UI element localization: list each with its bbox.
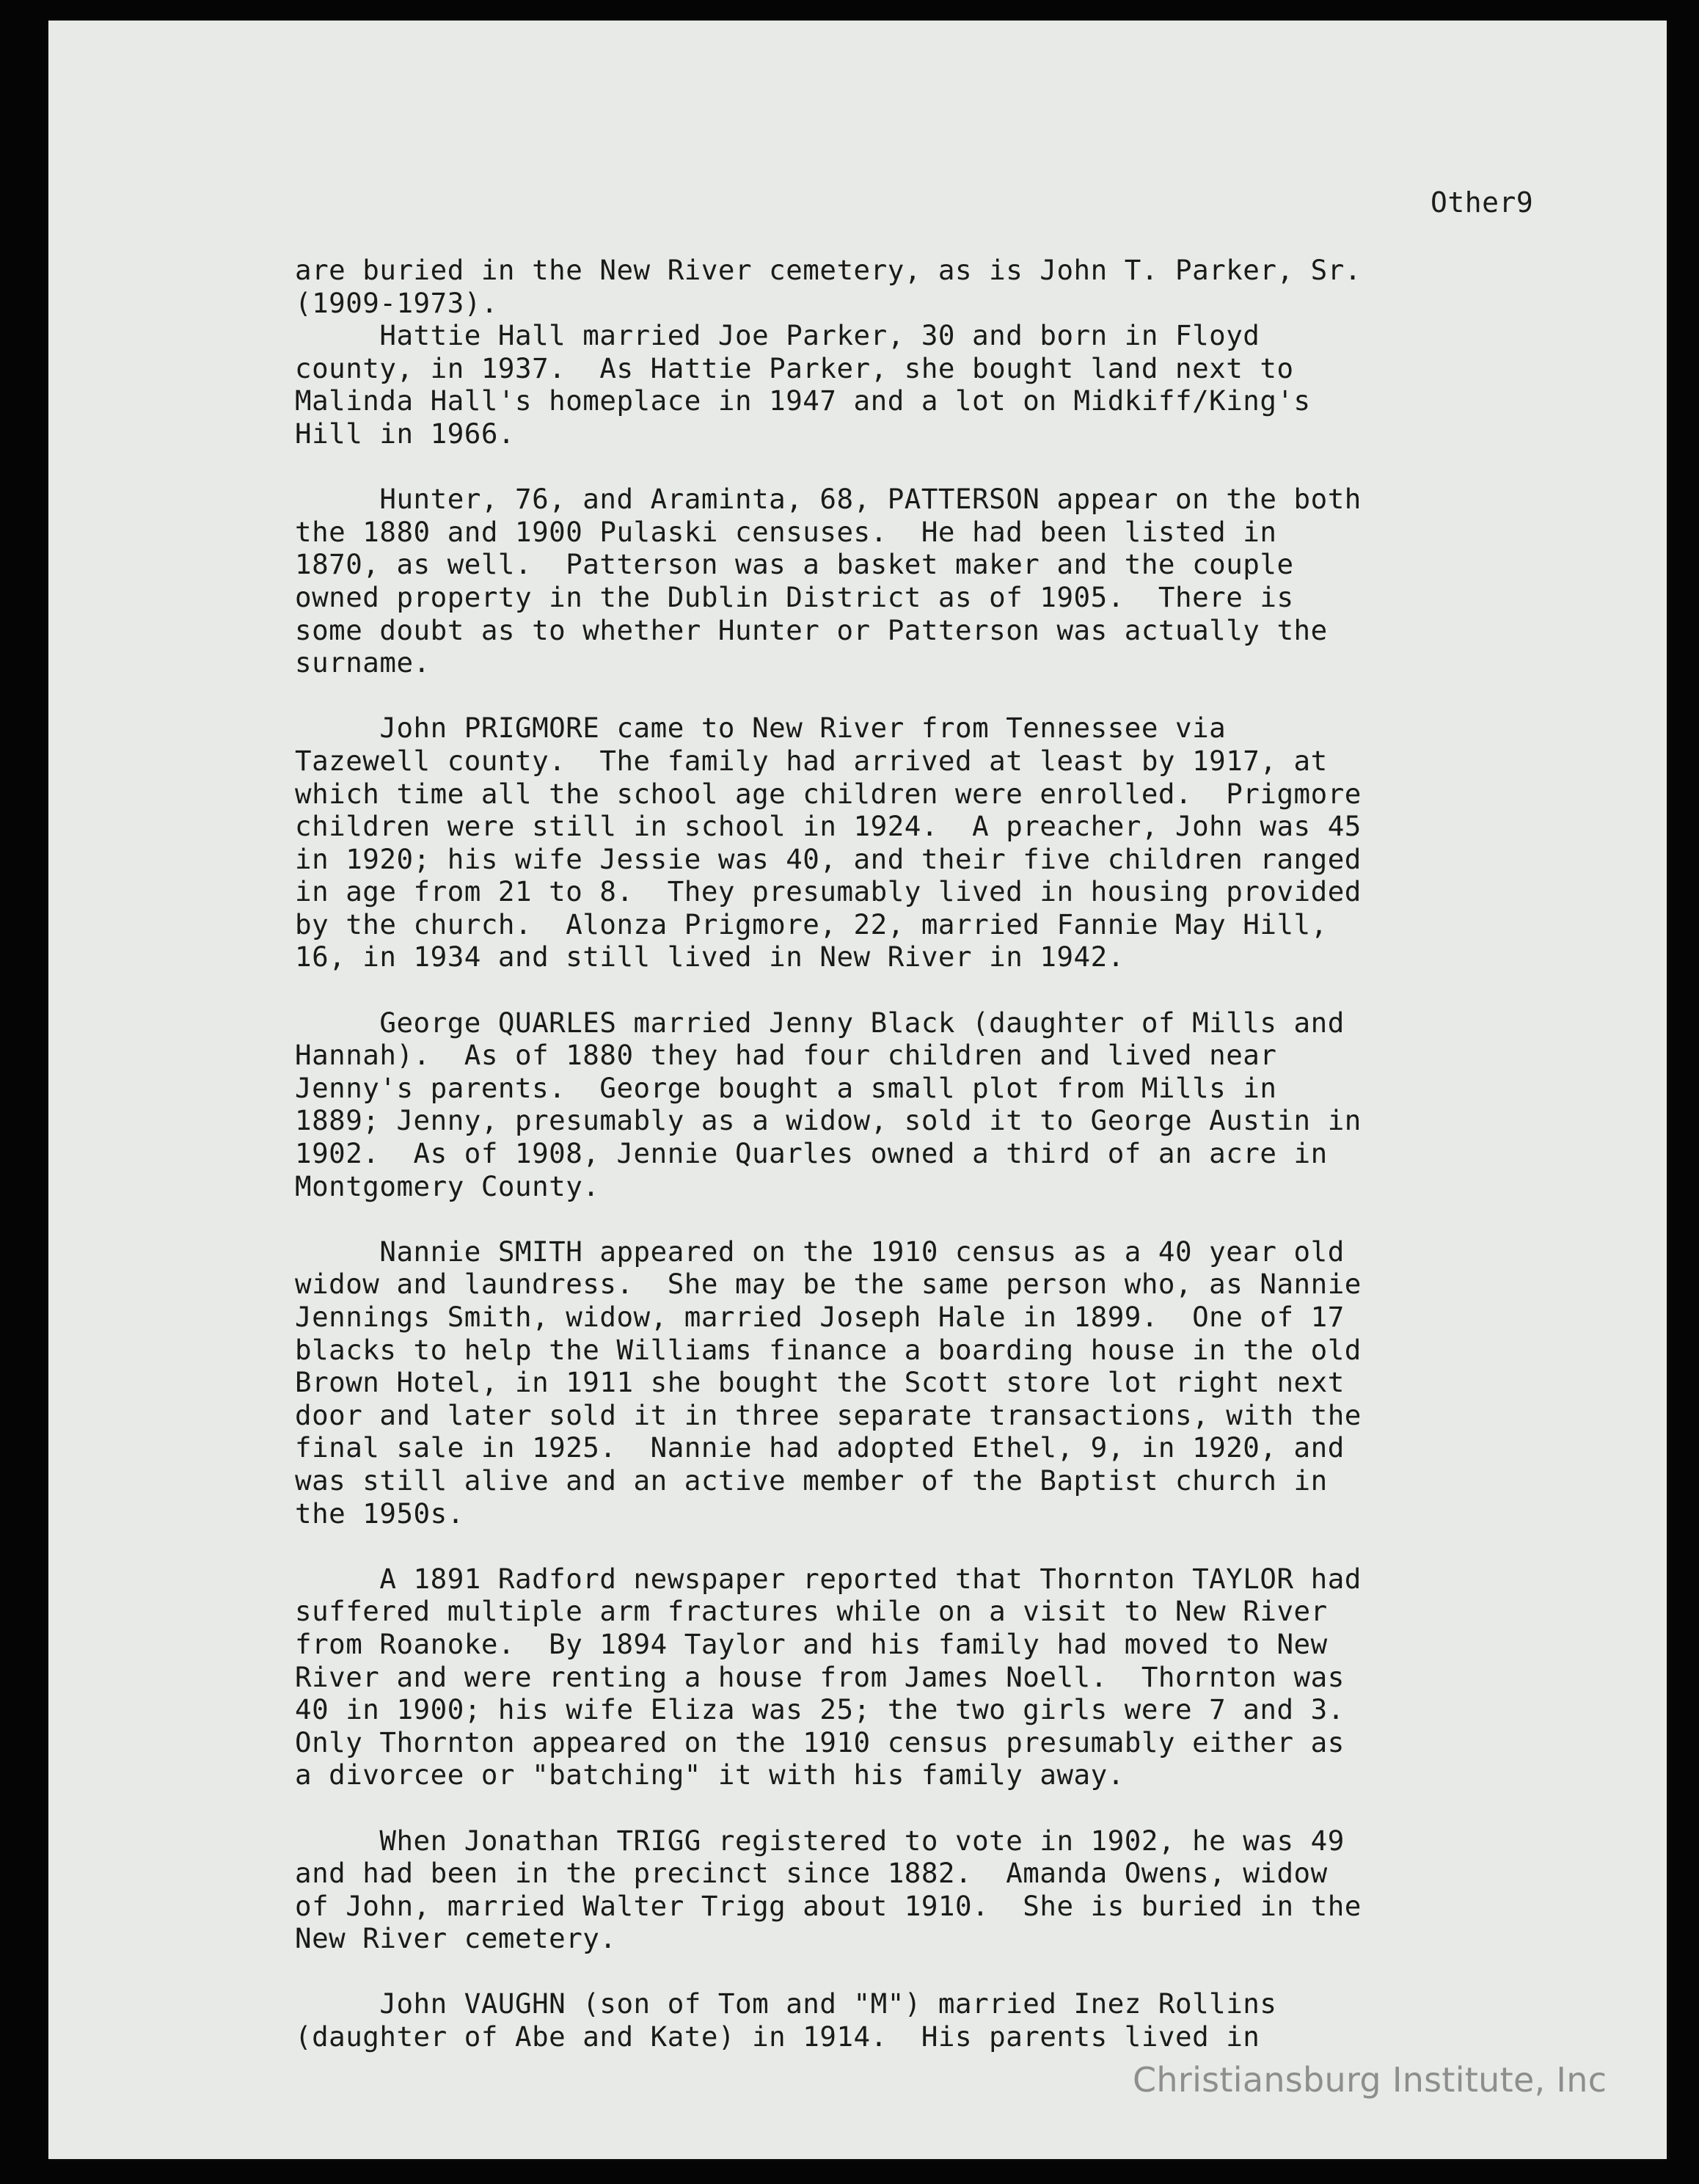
text-line: county, in 1937. As Hattie Parker, she bought land next to	[295, 351, 1294, 384]
text-line: owned property in the Dublin District as of 1905. There is	[295, 580, 1294, 613]
text-line: 1889; Jenny, presumably as a widow, sold it to George Austin in	[295, 1104, 1362, 1137]
text-line: and had been in the precinct since 1882. Amanda Owens, widow	[295, 1857, 1328, 1890]
paragraph-vaughn	[295, 1987, 1586, 2053]
text-line: of John, married Walter Trigg about 1910. She is buried in the	[295, 1889, 1362, 1922]
text-line: (1909-1973).	[295, 286, 498, 319]
text-line: which time all the school age children were enrolled. Prigmore	[295, 777, 1362, 810]
text-line: (daughter of Abe and Kate) in 1914. His parents lived in	[295, 2020, 1260, 2053]
text-line: Only Thornton appeared on the 1910 census presumably either as	[295, 1725, 1345, 1758]
text-line: Nannie SMITH appeared on the 1910 census as a 40 year old	[295, 1235, 1345, 1268]
text-line: Jenny's parents. George bought a small plot from Mills in	[295, 1071, 1277, 1104]
text-line: the 1950s.	[295, 1497, 464, 1530]
text-line: widow and laundress. She may be the same person who, as Nannie	[295, 1268, 1362, 1301]
text-line: from Roanoke. By 1894 Taylor and his family had moved to New	[295, 1627, 1328, 1660]
text-line: A 1891 Radford newspaper reported that Thornton TAYLOR had	[295, 1562, 1362, 1595]
text-line: door and later sold it in three separate transactions, with the	[295, 1398, 1362, 1431]
text-line: in age from 21 to 8. They presumably lived in housing provided	[295, 875, 1362, 908]
paragraph-prigmore	[295, 712, 1586, 974]
paragraph-quarles	[295, 1007, 1586, 1203]
paragraph-patterson	[295, 483, 1586, 679]
text-line: by the church. Alonza Prigmore, 22, married Fannie May Hill,	[295, 907, 1328, 941]
watermark: Christiansburg Institute, Inc	[1133, 2060, 1607, 2100]
text-line: final sale in 1925. Nannie had adopted Ethel, 9, in 1920, and	[295, 1431, 1345, 1464]
page-number: Other9	[1431, 186, 1534, 219]
text-line: Hannah). As of 1880 they had four children and lived near	[295, 1039, 1277, 1072]
text-line: some doubt as to whether Hunter or Patterson was actually the	[295, 613, 1328, 646]
text-line: suffered multiple arm fractures while on a visit to New River	[295, 1595, 1328, 1628]
text-line: the 1880 and 1900 Pulaski censuses. He had been listed in	[295, 515, 1277, 548]
paragraph-taylor	[295, 1563, 1586, 1792]
text-line: blacks to help the Williams finance a boarding house in the old	[295, 1333, 1362, 1366]
text-line: was still alive and an active member of the Baptist church in	[295, 1464, 1328, 1497]
text-line: Jennings Smith, widow, married Joseph Hale in 1899. One of 17	[295, 1301, 1345, 1333]
text-line: are buried in the New River cemetery, as is John T. Parker, Sr.	[295, 254, 1362, 286]
text-line: a divorcee or "batching" it with his family away.	[295, 1758, 1125, 1792]
text-line: When Jonathan TRIGG registered to vote in 1902, he was 49	[295, 1824, 1345, 1857]
text-line: Montgomery County.	[295, 1169, 600, 1202]
paragraph-parker-continued	[295, 254, 1586, 450]
text-line: 1870, as well. Patterson was a basket maker and the couple	[295, 548, 1294, 581]
text-line: Brown Hotel, in 1911 she bought the Scott store lot right next	[295, 1366, 1345, 1399]
text-line: Hill in 1966.	[295, 417, 515, 450]
text-line: in 1920; his wife Jessie was 40, and their five children ranged	[295, 842, 1362, 875]
text-line: Malinda Hall's homeplace in 1947 and a lot on Midkiff/King's	[295, 384, 1311, 417]
paragraph-smith	[295, 1235, 1586, 1530]
text-line: children were still in school in 1924. A preacher, John was 45	[295, 810, 1362, 843]
text-line: 40 in 1900; his wife Eliza was 25; the two girls were 7 and 3.	[295, 1693, 1345, 1726]
text-line: New River cemetery.	[295, 1922, 617, 1955]
text-line: 1902. As of 1908, Jennie Quarles owned a third of an acre in	[295, 1137, 1328, 1170]
text-line: John PRIGMORE came to New River from Tennessee via	[295, 712, 1227, 745]
document-body	[295, 254, 1586, 2053]
paragraph-trigg	[295, 1825, 1586, 1955]
document-page	[48, 21, 1667, 2159]
text-line: Hattie Hall married Joe Parker, 30 and born in Floyd	[295, 319, 1260, 352]
text-line: George QUARLES married Jenny Black (daughter of Mills and	[295, 1006, 1345, 1039]
text-line: Hunter, 76, and Araminta, 68, PATTERSON appear on the both	[295, 483, 1362, 516]
text-line: River and were renting a house from James Noell. Thornton was	[295, 1660, 1345, 1693]
text-line: 16, in 1934 and still lived in New River in 1942.	[295, 941, 1125, 974]
text-line: surname.	[295, 646, 431, 679]
text-line: John VAUGHN (son of Tom and "M") married Inez Rollins	[295, 1987, 1277, 2020]
text-line: Tazewell county. The family had arrived at least by 1917, at	[295, 744, 1328, 777]
